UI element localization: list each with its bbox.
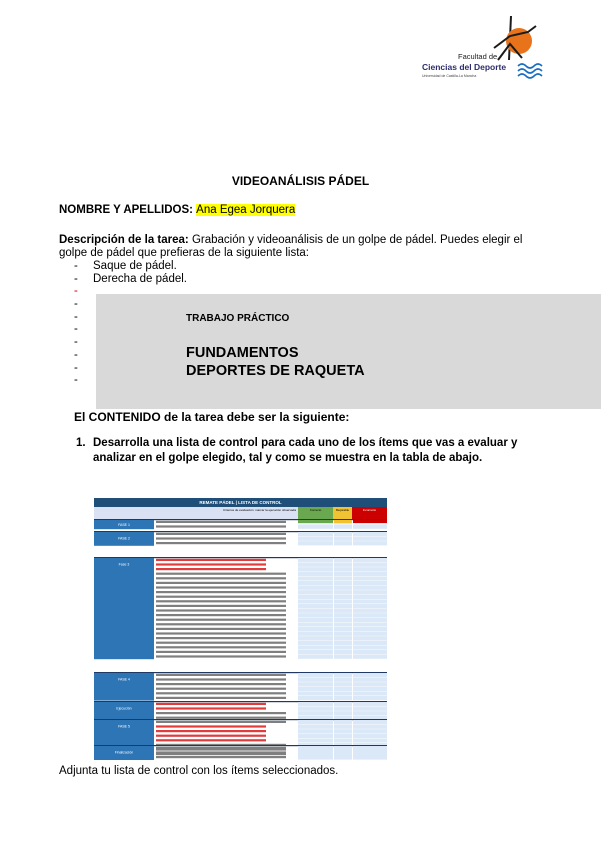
list-item: - Saque de pádel. — [74, 260, 177, 272]
list-item-hidden: - — [74, 285, 78, 298]
cell-correct — [298, 678, 333, 682]
list-item-hidden: - — [74, 323, 78, 336]
section-label: Fase 3 — [118, 562, 130, 567]
cell-correct — [298, 595, 333, 599]
cell-improvable — [334, 613, 352, 617]
cell-incorrect — [353, 734, 387, 738]
row-text-line — [156, 735, 266, 737]
cell-improvable — [334, 729, 352, 733]
row-text-line — [156, 533, 286, 535]
cell-incorrect — [353, 581, 387, 585]
row-text-line — [156, 730, 266, 732]
logo-line2: Ciencias del Deporte — [422, 62, 507, 72]
cell-incorrect — [353, 655, 387, 659]
list-item-hidden: - — [74, 361, 78, 374]
cell-improvable — [334, 632, 352, 636]
cell-incorrect — [353, 725, 387, 729]
row-text-line — [156, 525, 286, 527]
cell-improvable — [334, 641, 352, 645]
cell-correct — [298, 687, 333, 691]
cell-improvable — [334, 604, 352, 608]
row-text-line — [156, 739, 266, 741]
cell-correct — [298, 751, 333, 755]
list-item-hidden: - — [74, 374, 78, 387]
cell-improvable — [334, 581, 352, 585]
name-value: Ana Egea Jorquera — [196, 204, 296, 216]
cell-correct — [298, 537, 333, 541]
content-heading: El CONTENIDO de la tarea debe ser la siguiente: — [74, 410, 350, 424]
cell-improvable — [334, 590, 352, 594]
cell-improvable — [334, 537, 352, 541]
row-text-line — [156, 751, 286, 753]
cell-correct — [298, 541, 333, 545]
cell-incorrect — [353, 632, 387, 636]
list-item-hidden: - — [74, 348, 78, 361]
task-description — [59, 234, 529, 260]
row-text-line — [156, 674, 286, 676]
row-text-line — [156, 637, 286, 639]
row-text-line — [156, 632, 286, 634]
cell-improvable — [334, 595, 352, 599]
cell-incorrect — [353, 645, 387, 649]
row-text-line — [156, 537, 286, 539]
cell-incorrect — [353, 738, 387, 742]
cell-improvable — [334, 725, 352, 729]
cell-correct — [298, 707, 333, 711]
row-text-line — [156, 596, 286, 598]
cell-correct — [298, 720, 333, 724]
row-text-line — [156, 568, 266, 570]
cell-correct — [298, 711, 333, 715]
level-correct: Correcto — [298, 507, 333, 519]
cell-improvable — [334, 678, 352, 682]
cell-incorrect — [353, 563, 387, 567]
cell-improvable — [334, 567, 352, 571]
cell-incorrect — [353, 613, 387, 617]
cell-incorrect — [353, 729, 387, 733]
row-text-line — [156, 559, 266, 561]
row-text-line — [156, 609, 286, 611]
cell-correct — [298, 655, 333, 659]
name-label: NOMBRE Y APELLIDOS: — [59, 204, 193, 216]
cell-correct — [298, 558, 333, 562]
item-number: 1. — [76, 437, 86, 449]
cell-improvable — [334, 682, 352, 686]
row-text-line — [156, 703, 266, 705]
cell-incorrect — [353, 627, 387, 631]
cell-incorrect — [353, 636, 387, 640]
cell-improvable — [334, 696, 352, 700]
cell-correct — [298, 567, 333, 571]
row-text-line — [156, 628, 286, 630]
cell-correct — [298, 599, 333, 603]
cell-improvable — [334, 599, 352, 603]
row-text-line — [156, 605, 286, 607]
cell-incorrect — [353, 586, 387, 590]
faculty-logo — [418, 14, 548, 84]
row-text-line — [156, 756, 286, 758]
cell-incorrect — [353, 746, 387, 750]
level-improvable: Mejorable — [333, 507, 352, 519]
cell-correct — [298, 604, 333, 608]
level-strip — [298, 520, 333, 523]
cell-improvable — [334, 755, 352, 759]
control-list-table — [94, 498, 387, 760]
section-label: Finalización — [114, 750, 134, 755]
description-text: Grabación y videoanálisis de un golpe de pádel. Puedes elegir el golpe de pádel que prefieras de la siguiente lista: — [59, 234, 523, 259]
cell-incorrect — [353, 558, 387, 562]
cell-correct — [298, 576, 333, 580]
cell-incorrect — [353, 650, 387, 654]
cell-correct — [298, 586, 333, 590]
section-label: FASE 2 — [118, 536, 130, 541]
cell-improvable — [334, 572, 352, 576]
cell-improvable — [334, 734, 352, 738]
row-text-line — [156, 577, 286, 579]
cell-improvable — [334, 532, 352, 536]
cell-incorrect — [353, 691, 387, 695]
cell-correct — [298, 627, 333, 631]
cell-improvable — [334, 525, 352, 529]
cell-improvable — [334, 655, 352, 659]
row-text-line — [156, 573, 286, 575]
cell-incorrect — [353, 525, 387, 529]
cell-incorrect — [353, 641, 387, 645]
cell-correct — [298, 696, 333, 700]
cell-incorrect — [353, 707, 387, 711]
row-text-line — [156, 542, 286, 544]
cell-correct — [298, 609, 333, 613]
cell-improvable — [334, 673, 352, 677]
cell-correct — [298, 746, 333, 750]
cell-improvable — [334, 618, 352, 622]
cell-correct — [298, 572, 333, 576]
cell-correct — [298, 563, 333, 567]
row-text-line — [156, 712, 286, 714]
cell-incorrect — [353, 572, 387, 576]
cell-correct — [298, 525, 333, 529]
cell-correct — [298, 532, 333, 536]
row-text-line — [156, 582, 286, 584]
cell-correct — [298, 645, 333, 649]
cell-incorrect — [353, 618, 387, 622]
cover-overlay — [96, 294, 601, 409]
cell-improvable — [334, 627, 352, 631]
row-text-line — [156, 655, 286, 657]
cell-improvable — [334, 563, 352, 567]
row-text-line — [156, 725, 266, 727]
cell-incorrect — [353, 567, 387, 571]
row-text-line — [156, 619, 286, 621]
row-text-line — [156, 678, 286, 680]
level-incorrect: Incorrecto — [352, 507, 387, 519]
cell-incorrect — [353, 609, 387, 613]
cell-correct — [298, 702, 333, 706]
cell-improvable — [334, 541, 352, 545]
cell-improvable — [334, 707, 352, 711]
row-text-line — [156, 586, 286, 588]
cell-incorrect — [353, 532, 387, 536]
cell-incorrect — [353, 720, 387, 724]
section-label: FASE 4 — [118, 677, 130, 682]
cell-improvable — [334, 738, 352, 742]
row-text-line — [156, 747, 286, 749]
cell-incorrect — [353, 595, 387, 599]
cell-improvable — [334, 702, 352, 706]
cell-correct — [298, 682, 333, 686]
row-text-line — [156, 692, 286, 694]
cell-correct — [298, 636, 333, 640]
row-text-line — [156, 591, 286, 593]
cell-correct — [298, 581, 333, 585]
cell-incorrect — [353, 541, 387, 545]
cell-correct — [298, 650, 333, 654]
table-header-note: Criterios de evaluación: marcar la ejecución observada — [94, 507, 298, 519]
cell-incorrect — [353, 702, 387, 706]
cell-correct — [298, 734, 333, 738]
row-text-line — [156, 614, 286, 616]
row-text-line — [156, 563, 266, 565]
name-line — [59, 204, 295, 216]
document-title: VIDEOANÁLISIS PÁDEL — [231, 174, 370, 188]
cell-improvable — [334, 586, 352, 590]
cell-improvable — [334, 622, 352, 626]
cell-correct — [298, 729, 333, 733]
attach-note: Adjunta tu lista de control con los ítems seleccionados. — [59, 765, 339, 777]
row-text-line — [156, 642, 286, 644]
cell-correct — [298, 725, 333, 729]
cell-correct — [298, 641, 333, 645]
level-strip — [353, 520, 387, 523]
cell-correct — [298, 755, 333, 759]
cell-improvable — [334, 711, 352, 715]
row-text-line — [156, 707, 266, 709]
cell-correct — [298, 691, 333, 695]
overlay-subtitle: TRABAJO PRÁCTICO — [186, 313, 290, 324]
logo-line1: Facultad de — [458, 52, 498, 61]
cell-correct — [298, 632, 333, 636]
table-title: REMATE PÁDEL | LISTA DE CONTROL — [94, 498, 387, 507]
row-text-line — [156, 600, 286, 602]
cell-improvable — [334, 650, 352, 654]
logo-line3: Universidad de Castilla-La Mancha — [422, 74, 477, 78]
cell-improvable — [334, 720, 352, 724]
cell-incorrect — [353, 673, 387, 677]
row-text-line — [156, 717, 286, 719]
row-text-line — [156, 646, 286, 648]
cell-correct — [298, 590, 333, 594]
list-item-hidden: - — [74, 310, 78, 323]
cell-incorrect — [353, 751, 387, 755]
cell-correct — [298, 618, 333, 622]
description-label: Descripción de la tarea: — [59, 234, 189, 246]
row-text-line — [156, 623, 286, 625]
cell-improvable — [334, 687, 352, 691]
cell-incorrect — [353, 711, 387, 715]
cell-correct — [298, 613, 333, 617]
section-label: Ejecución — [116, 706, 132, 711]
cell-incorrect — [353, 682, 387, 686]
cell-incorrect — [353, 622, 387, 626]
cell-incorrect — [353, 590, 387, 594]
cell-incorrect — [353, 537, 387, 541]
cell-incorrect — [353, 576, 387, 580]
section-label-cell — [94, 558, 154, 659]
cell-improvable — [334, 746, 352, 750]
row-text-line — [156, 651, 286, 653]
cell-correct — [298, 673, 333, 677]
cell-improvable — [334, 691, 352, 695]
overlay-title: FUNDAMENTOS DEPORTES DE RAQUETA — [186, 345, 365, 379]
cell-improvable — [334, 576, 352, 580]
section-label-cell — [94, 702, 154, 720]
cell-incorrect — [353, 755, 387, 759]
cell-improvable — [334, 636, 352, 640]
cell-correct — [298, 622, 333, 626]
section-label: FASE 1 — [118, 523, 130, 528]
level-strip — [334, 520, 352, 523]
list-item: - Derecha de pádel. — [74, 272, 187, 285]
cell-improvable — [334, 609, 352, 613]
cell-incorrect — [353, 599, 387, 603]
cell-incorrect — [353, 604, 387, 608]
section-label: FASE 5 — [118, 724, 130, 729]
row-text-line — [156, 697, 286, 699]
cell-improvable — [334, 558, 352, 562]
cell-incorrect — [353, 678, 387, 682]
row-text-line — [156, 721, 286, 723]
cell-correct — [298, 738, 333, 742]
item-text: Desarrolla una lista de control para cada uno de los ítems que vas a evaluar y analizar en el golpe elegido, tal y como se muestra en la tabla de abajo. — [93, 437, 518, 464]
row-text-line — [156, 683, 286, 685]
cell-incorrect — [353, 696, 387, 700]
numbered-item — [76, 436, 526, 466]
cell-improvable — [334, 751, 352, 755]
cell-incorrect — [353, 687, 387, 691]
cell-improvable — [334, 645, 352, 649]
row-text-line — [156, 688, 286, 690]
table-rows — [94, 498, 387, 760]
list-item-hidden: - — [74, 298, 78, 311]
list-item-hidden: - — [74, 336, 78, 349]
row-text-line — [156, 521, 286, 523]
